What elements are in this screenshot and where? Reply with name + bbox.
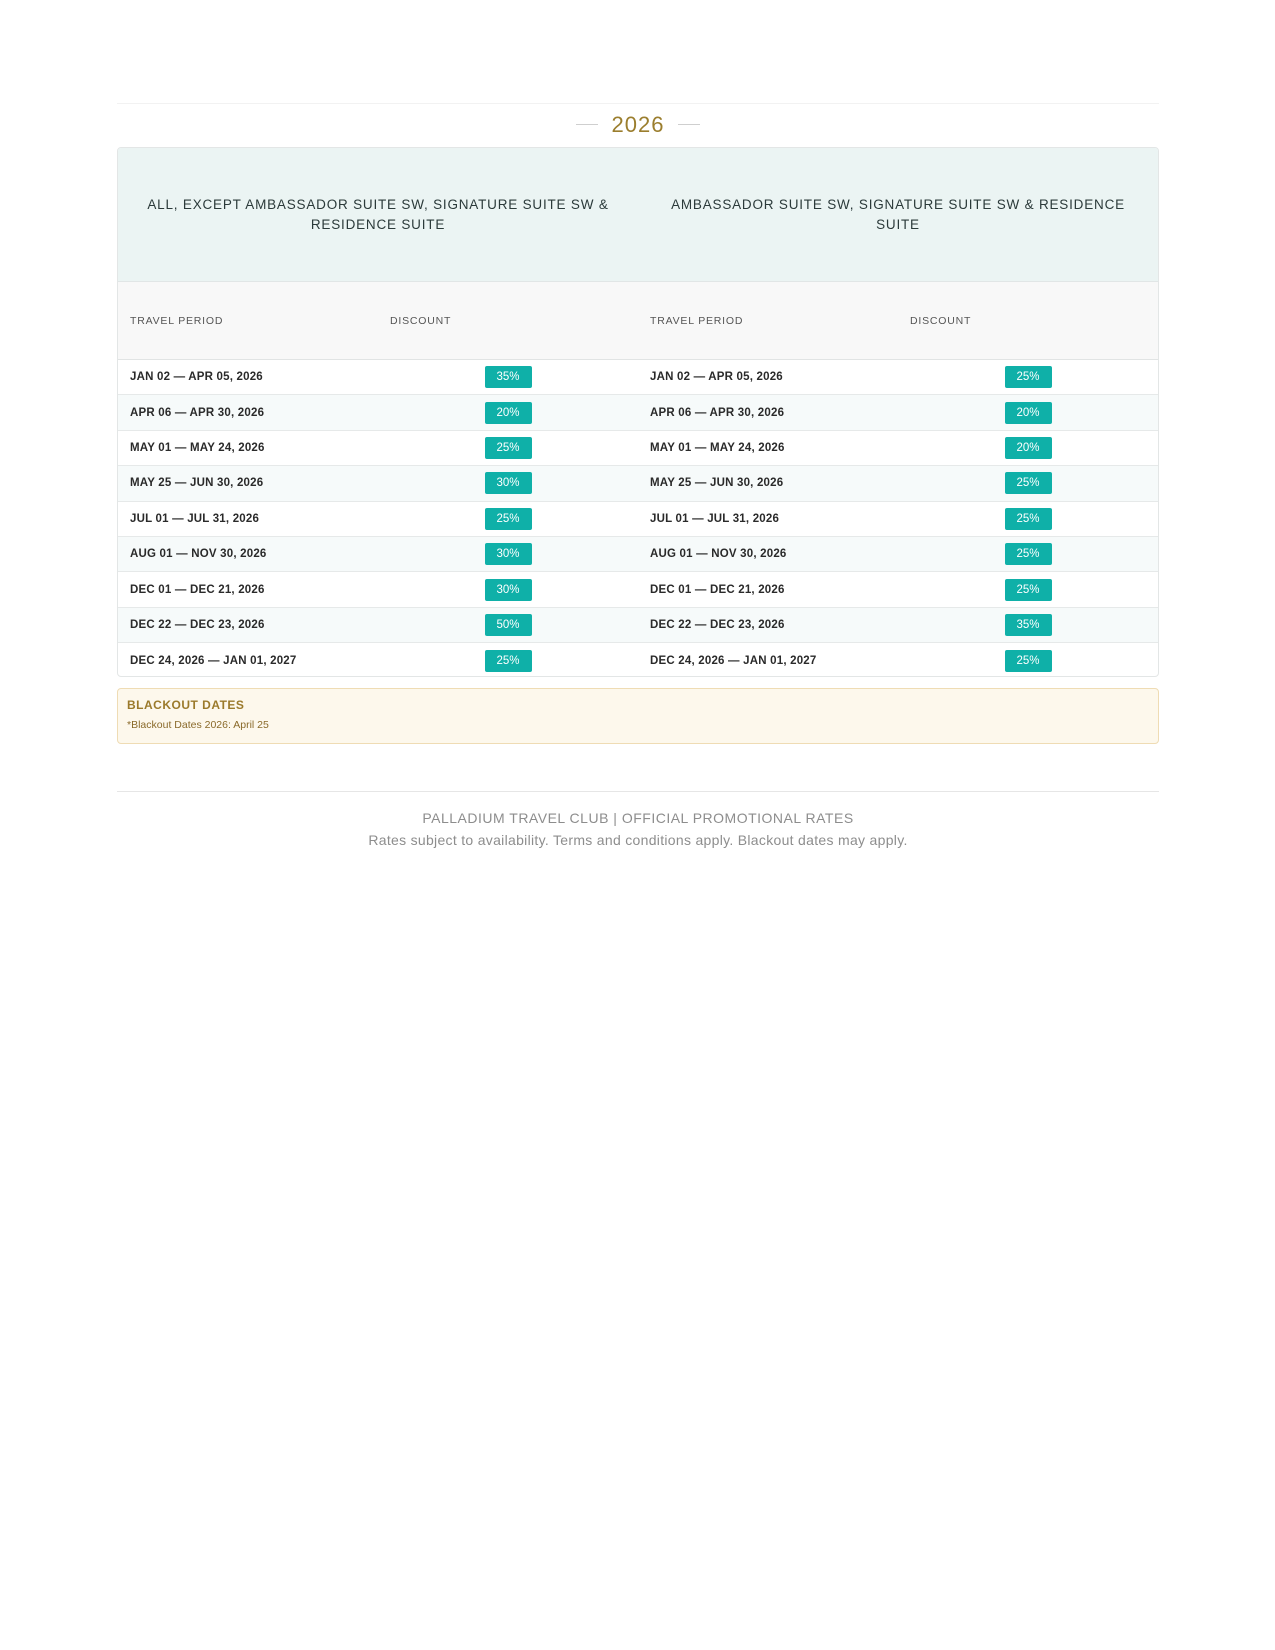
discount-cell bbox=[898, 608, 1158, 642]
travel-period: AUG 01 — NOV 30, 2026 bbox=[130, 548, 267, 561]
footer-disclaimer: Rates subject to availability. Terms and conditions apply. Blackout dates may apply. bbox=[368, 832, 908, 848]
travel-period: JUL 01 — JUL 31, 2026 bbox=[130, 512, 260, 525]
discount-cell bbox=[898, 431, 1158, 465]
travel-period: DEC 22 — DEC 23, 2026 bbox=[130, 618, 265, 631]
discount-badge: 25% bbox=[485, 508, 532, 530]
discount-badge: 25% bbox=[1005, 366, 1052, 388]
travel-period: JAN 02 — APR 05, 2026 bbox=[130, 371, 263, 384]
discount-badge: 25% bbox=[1005, 543, 1052, 565]
discount-badge: 50% bbox=[485, 614, 532, 636]
blackout-note: *Blackout Dates 2026: April 25 bbox=[127, 719, 269, 731]
discount-badge: 30% bbox=[485, 543, 532, 565]
discount-cell bbox=[378, 431, 638, 465]
discount-cell bbox=[898, 395, 1158, 429]
travel-period: MAY 01 — MAY 24, 2026 bbox=[130, 441, 265, 454]
table-row bbox=[118, 572, 1158, 607]
discount-cell bbox=[898, 643, 1158, 677]
discount-badge: 35% bbox=[1005, 614, 1052, 636]
discount-cell bbox=[378, 572, 638, 606]
blackout-title: BLACKOUT DATES bbox=[127, 698, 245, 712]
discount-cell bbox=[898, 466, 1158, 500]
discount-cell bbox=[378, 466, 638, 500]
discount-cell bbox=[898, 502, 1158, 536]
discount-badge: 35% bbox=[485, 366, 532, 388]
table-row bbox=[118, 395, 1158, 430]
table-row bbox=[118, 360, 1158, 395]
table-row bbox=[118, 466, 1158, 501]
travel-period: MAY 25 — JUN 30, 2026 bbox=[130, 477, 264, 490]
table-row bbox=[118, 502, 1158, 537]
discount-badge: 20% bbox=[1005, 402, 1052, 424]
discount-badge: 25% bbox=[1005, 650, 1052, 672]
discount-cell bbox=[378, 395, 638, 429]
travel-period: APR 06 — APR 30, 2026 bbox=[650, 406, 785, 419]
column-header-travel-period: TRAVEL PERIOD bbox=[650, 314, 744, 327]
travel-period: DEC 24, 2026 — JAN 01, 2027 bbox=[650, 654, 817, 667]
discount-cell bbox=[898, 360, 1158, 394]
discount-cell bbox=[898, 572, 1158, 606]
discount-badge: 25% bbox=[1005, 472, 1052, 494]
table-row bbox=[118, 608, 1158, 643]
travel-period: APR 06 — APR 30, 2026 bbox=[130, 406, 265, 419]
table-row bbox=[118, 643, 1158, 677]
year-title: 2026 bbox=[611, 111, 665, 137]
discount-cell bbox=[378, 608, 638, 642]
discount-badge: 25% bbox=[1005, 508, 1052, 530]
rates-table bbox=[117, 147, 1159, 677]
discount-badge: 20% bbox=[485, 402, 532, 424]
column-header-row bbox=[118, 282, 1158, 360]
year-right-divider bbox=[678, 124, 700, 125]
footer-title: PALLADIUM TRAVEL CLUB | OFFICIAL PROMOTIONAL RATES bbox=[422, 810, 854, 826]
column-header-discount: DISCOUNT bbox=[910, 314, 972, 327]
room-group-header bbox=[118, 148, 1158, 282]
discount-badge: 30% bbox=[485, 472, 532, 494]
discount-badge: 25% bbox=[1005, 579, 1052, 601]
travel-period: DEC 01 — DEC 21, 2026 bbox=[130, 583, 265, 596]
travel-period: DEC 24, 2026 — JAN 01, 2027 bbox=[130, 654, 297, 667]
discount-cell bbox=[898, 537, 1158, 571]
group-header-suites: AMBASSADOR SUITE SW, SIGNATURE SUITE SW & RESIDENCE SUITE bbox=[671, 196, 1125, 232]
travel-period: MAY 25 — JUN 30, 2026 bbox=[650, 477, 784, 490]
table-row bbox=[118, 431, 1158, 466]
discount-cell bbox=[378, 360, 638, 394]
footer-divider bbox=[117, 791, 1159, 792]
travel-period: DEC 22 — DEC 23, 2026 bbox=[650, 618, 785, 631]
table-body bbox=[118, 360, 1158, 677]
travel-period: DEC 01 — DEC 21, 2026 bbox=[650, 583, 785, 596]
blackout-notice bbox=[117, 688, 1159, 744]
travel-period: JAN 02 — APR 05, 2026 bbox=[650, 371, 783, 384]
travel-period: MAY 01 — MAY 24, 2026 bbox=[650, 441, 785, 454]
table-row bbox=[118, 537, 1158, 572]
year-left-divider bbox=[576, 124, 598, 125]
discount-cell bbox=[378, 643, 638, 677]
column-header-discount: DISCOUNT bbox=[390, 314, 452, 327]
travel-period: JUL 01 — JUL 31, 2026 bbox=[650, 512, 780, 525]
year-heading bbox=[117, 103, 1159, 145]
column-header-travel-period: TRAVEL PERIOD bbox=[130, 314, 224, 327]
discount-badge: 30% bbox=[485, 579, 532, 601]
discount-badge: 25% bbox=[485, 650, 532, 672]
discount-cell bbox=[378, 537, 638, 571]
discount-badge: 20% bbox=[1005, 437, 1052, 459]
group-header-standard: ALL, EXCEPT AMBASSADOR SUITE SW, SIGNATURE SUITE SW & RESIDENCE SUITE bbox=[147, 196, 609, 232]
travel-period: AUG 01 — NOV 30, 2026 bbox=[650, 548, 787, 561]
discount-cell bbox=[378, 502, 638, 536]
discount-badge: 25% bbox=[485, 437, 532, 459]
